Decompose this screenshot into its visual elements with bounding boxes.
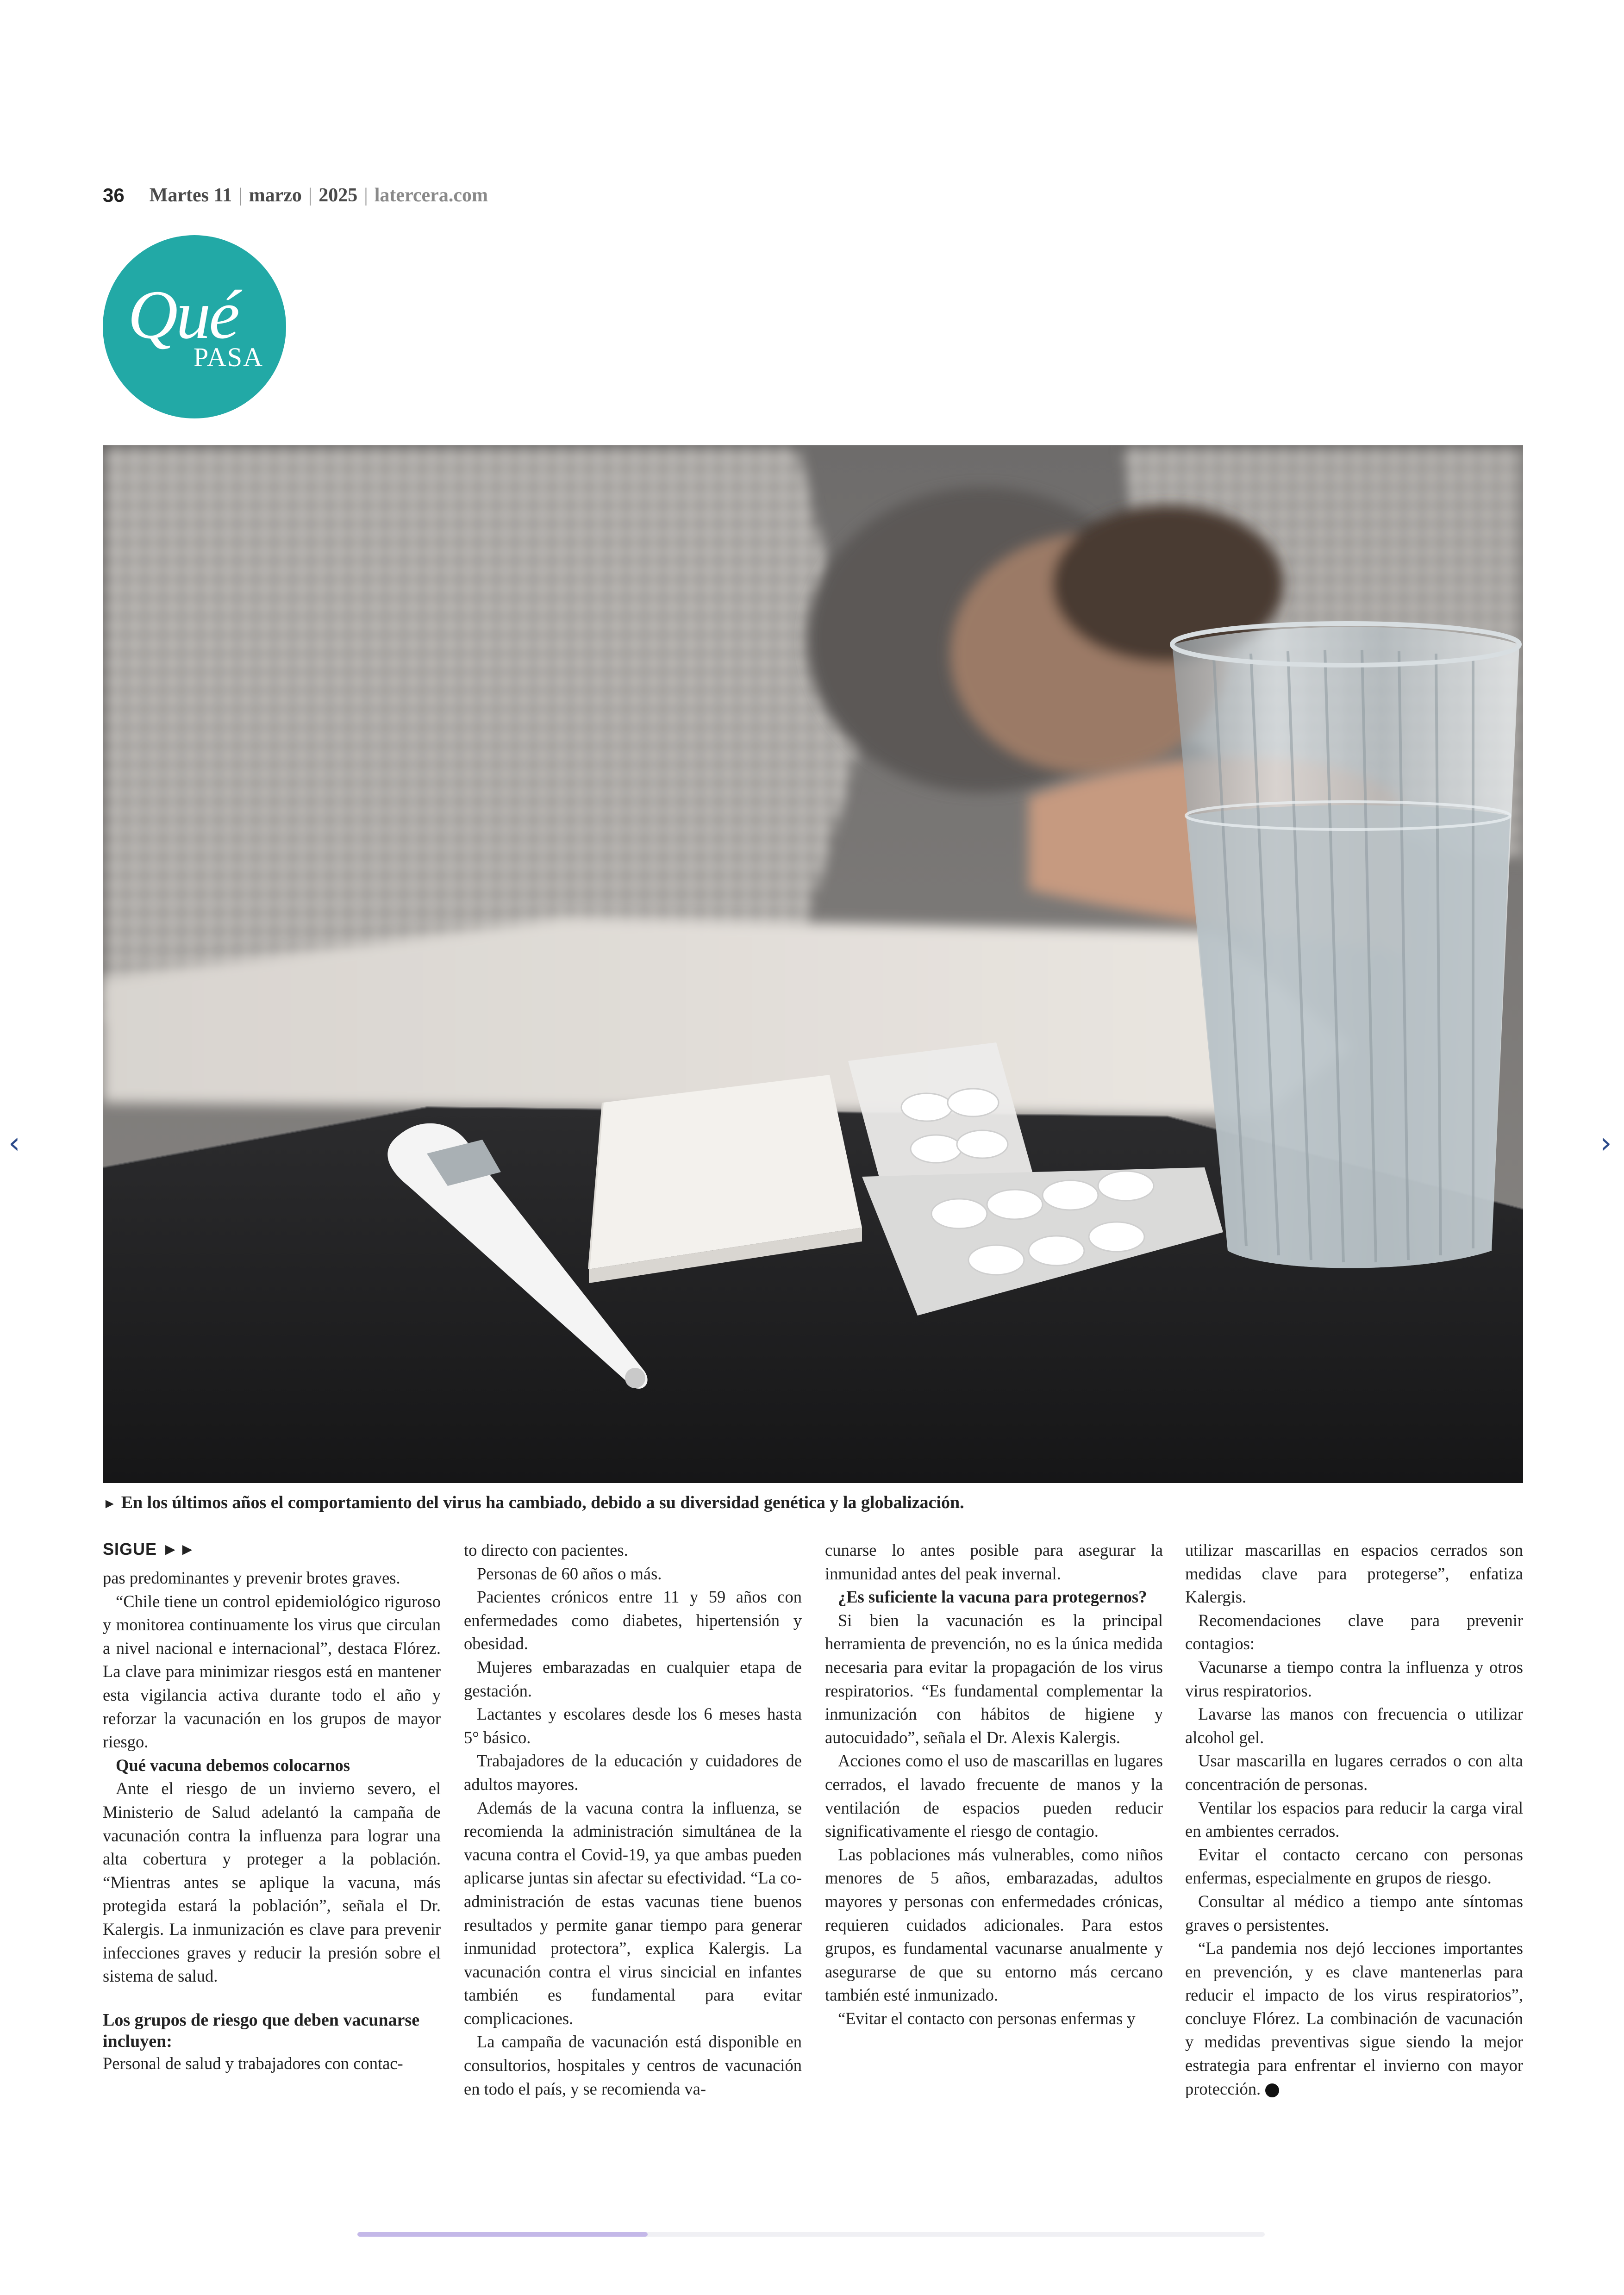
caption-marker: ► — [103, 1496, 117, 1511]
article-subheading: Qué vacuna debemos colocarnos — [116, 1755, 350, 1775]
article-list-item: Consultar al médico a tiempo ante síntomas graves o persistentes. — [1185, 1891, 1523, 1934]
reading-progress-fill — [357, 2232, 648, 2237]
header-separator: | — [238, 185, 243, 206]
header-day: Martes 11 — [149, 185, 232, 206]
article-paragraph: “Evitar el contacto con personas enfermas y — [838, 2008, 1136, 2028]
article-list-item: Vacunarse a tiempo contra la influenza y otros virus respiratorios. — [1185, 1657, 1523, 1700]
article-paragraph — [1185, 1937, 1523, 2101]
article-paragraph: Recomendaciones clave para prevenir contagios: — [1185, 1610, 1523, 1653]
que-pasa-logo — [103, 235, 286, 418]
article-paragraph: Ante el riesgo de un invierno severo, el Ministerio de Salud adelantó la campaña de vacunación contra la influenza para lograr una alta cobertura y proteger a la población. “Mientras antes se aplique la vacuna, más protegida estará la población”, señala el Dr. Kalergis. La inmunización es clave para prevenir infecciones graves y reducir la presión sobre el sistema de salud. — [103, 1779, 441, 1986]
reading-progress-bar[interactable] — [357, 2232, 1265, 2237]
article-list-item: Ventilar los espacios para reducir la carga viral en ambientes cerrados. — [1185, 1798, 1523, 1841]
article-photo — [103, 445, 1523, 1483]
article-column-3 — [825, 1539, 1163, 2030]
article-section-heading: Los grupos de riesgo que deben vacunarse incluyen: — [103, 2010, 420, 2051]
article-column-1 — [103, 1539, 441, 2075]
article-list-item: Usar mascarilla en lugares cerrados o con alta concentración de personas. — [1185, 1751, 1523, 1794]
article-list-item: Lactantes y escolares desde los 6 meses hasta 5° básico. — [464, 1704, 802, 1747]
article-list-item: Pacientes crónicos entre 11 y 59 años con enfermedades como diabetes, hipertensión y obesidad. — [464, 1587, 802, 1653]
header-month: marzo — [249, 185, 302, 206]
logo-que: Qué — [128, 276, 238, 353]
article-list-item: Mujeres embarazadas en cualquier etapa de gestación. — [464, 1657, 802, 1700]
article-paragraph: Las poblaciones más vulnerables, como niños menores de 5 años, embarazadas, adultos mayores y personas con enfermedades crónicas, requieren cuidados adicionales. Para estos grupos, es fundamental vacunarse anualmente y asegurarse de que su entorno más cercano también esté inmunizado. — [825, 1845, 1163, 2005]
photo-caption — [103, 1492, 964, 1513]
continues-label: SIGUE ►► — [103, 1540, 196, 1559]
article-paragraph: utilizar mascarillas en espacios cerrados son medidas clave para protegerse”, enfatiza Kalergis. — [1185, 1540, 1523, 1607]
header-year: 2025 — [319, 185, 358, 206]
article-paragraph: Personal de salud y trabajadores con contac- — [103, 2053, 403, 2073]
article-body — [103, 1539, 1523, 2113]
article-list-item: Lavarse las manos con frecuencia o utilizar alcohol gel. — [1185, 1704, 1523, 1747]
article-list-item: Personas de 60 años o más. — [477, 1564, 662, 1583]
article-subheading: ¿Es suficiente la vacuna para protegernos? — [838, 1587, 1147, 1607]
sick-man-thermometer-pills-water-photo — [103, 445, 1523, 1483]
article-list-item: Evitar el contacto cercano con personas enfermas, especialmente en grupos de riesgo. — [1185, 1845, 1523, 1888]
page-header — [103, 184, 488, 206]
article-paragraph: Acciones como el uso de mascarillas en lugares cerrados, el lavado frecuente de manos y la ventilación de espacios pueden reducir significativamente el riesgo de contagio. — [825, 1751, 1163, 1841]
article-paragraph: La campaña de vacunación está disponible en consultorios, hospitales y centros de vacunación en todo el país, y se recomienda va- — [464, 2032, 802, 2098]
article-column-4 — [1185, 1539, 1523, 2101]
article-paragraph: pas predominantes y prevenir brotes graves. — [103, 1568, 400, 1587]
header-site: latercera.com — [374, 185, 488, 206]
chevron-right-icon[interactable]: › — [1600, 1126, 1612, 1160]
header-separator: | — [308, 185, 312, 206]
chevron-left-icon[interactable]: ‹ — [8, 1126, 20, 1160]
article-column-2 — [464, 1539, 802, 2101]
article-paragraph: Además de la vacuna contra la influenza, se recomienda la administración simultánea de la vacuna contra el Covid-19, ya que ambas pueden aplicarse juntas sin afectar su efectividad. “La co-administración de estas vacunas tiene buenos resultados y permite ganar tiempo para generar inmunidad protectora”, explica Kalergis. La vacunación contra el virus sincicial en infantes también es fundamental para evitar complicaciones. — [464, 1798, 802, 2028]
article-paragraph: “Chile tiene un control epidemiológico riguroso y monitorea continuamente los virus que circulan a nivel nacional e internacional”, destaca Flórez. La clave para minimizar riesgos está en mantener esta vigilancia activa durante todo el año y reforzar la vacunación en los grupos de mayor riesgo. — [103, 1591, 441, 1752]
article-paragraph: to directo con pacientes. — [464, 1540, 628, 1559]
page-number: 36 — [103, 184, 125, 206]
article-list-item: Trabajadores de la educación y cuidadores de adultos mayores. — [464, 1751, 802, 1794]
caption-text: En los últimos años el comportamiento del virus ha cambiado, debido a su diversidad genética y la globalización. — [121, 1493, 964, 1512]
header-separator: | — [364, 185, 368, 206]
article-closing-text: “La pandemia nos dejó lecciones importantes en prevención, y es clave mantenerlas para reducir el impacto de los virus respiratorios”, concluye Flórez. La combinación de vacunación y medidas preventivas sigue siendo la mejor estrategia para enfrentar el invierno con mayor protección. — [1185, 1939, 1523, 2098]
article-paragraph: Si bien la vacunación es la principal herramienta de prevención, no es la única medida necesaria para evitar la propagación de los virus respiratorios. “Es fundamental complementar la inmunización con hábitos de higiene y autocuidado”, señala el Dr. Alexis Kalergis. — [825, 1610, 1163, 1747]
logo-pasa: PASA — [194, 342, 263, 372]
end-mark — [1265, 2083, 1279, 2097]
article-paragraph: cunarse lo antes posible para asegurar la inmunidad antes del peak invernal. — [825, 1540, 1163, 1583]
